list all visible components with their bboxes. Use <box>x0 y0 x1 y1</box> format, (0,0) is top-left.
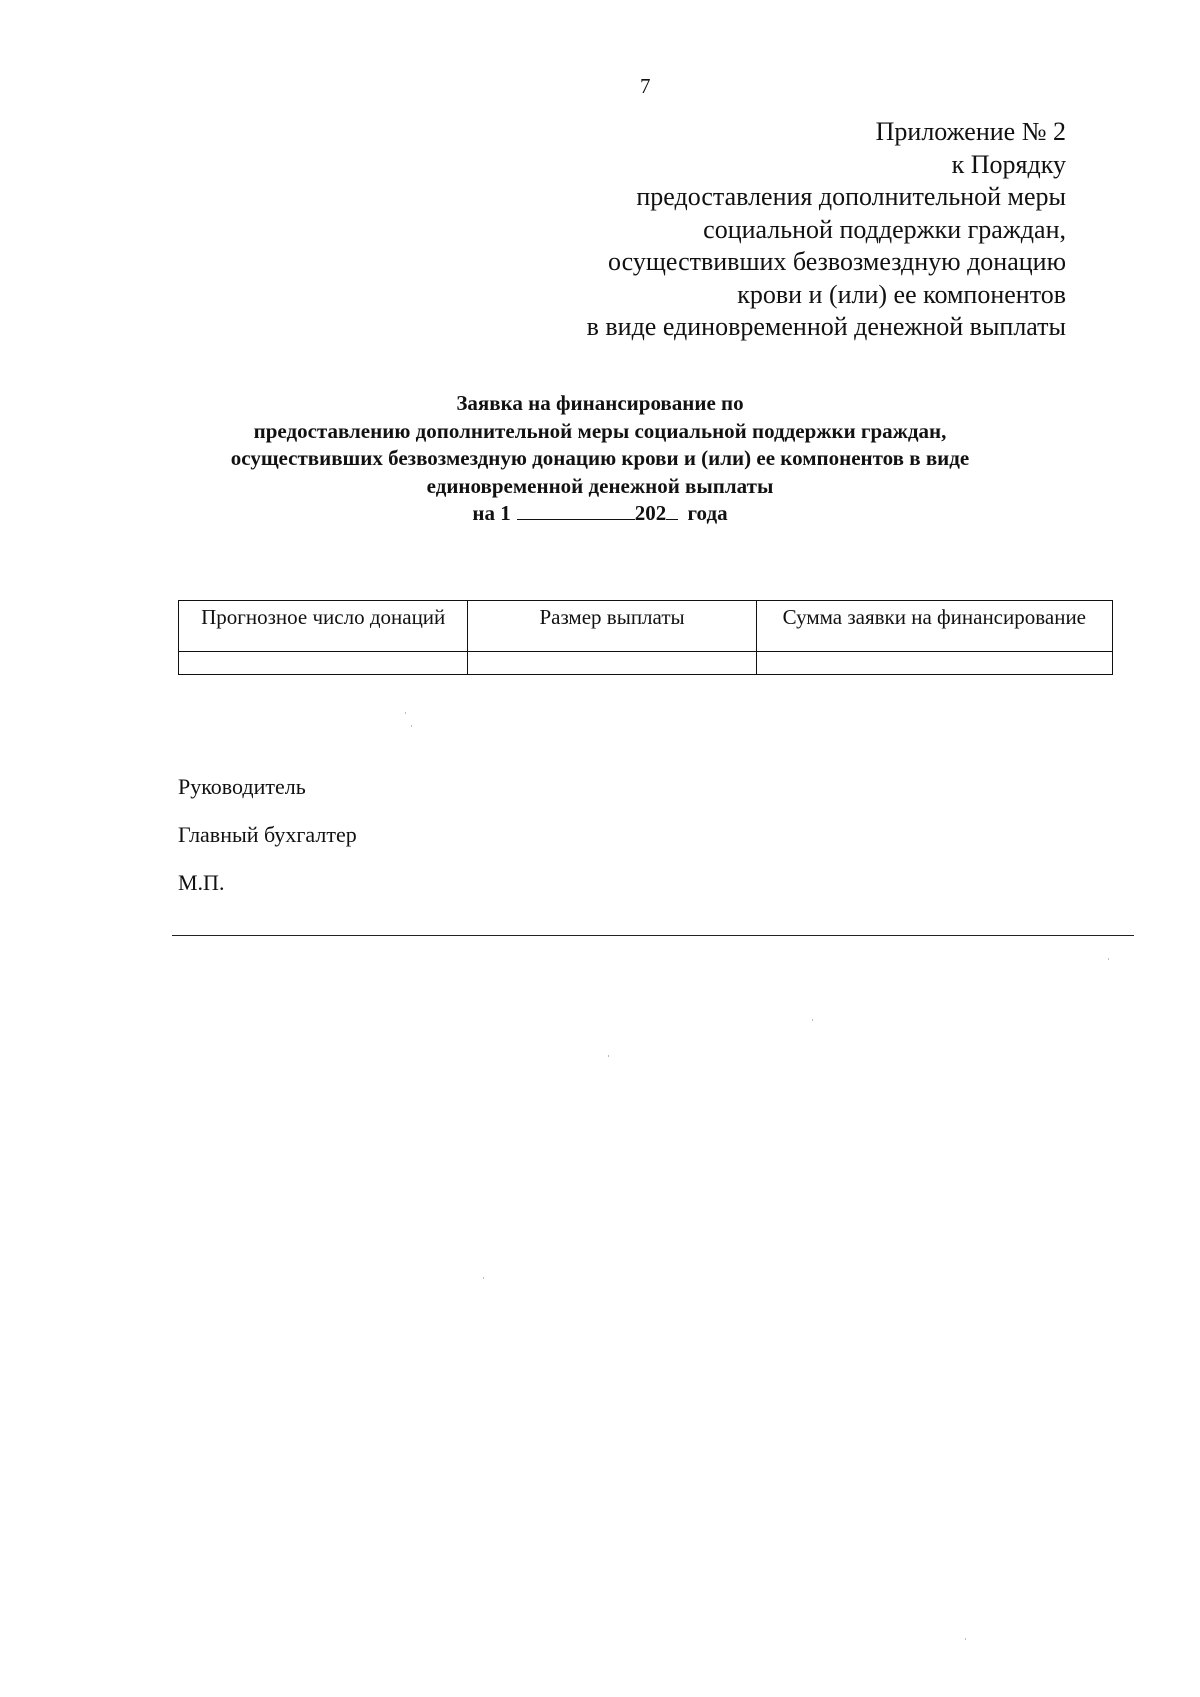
stamp-place: М.П. <box>178 870 225 895</box>
table-header-cell <box>756 601 1112 652</box>
financing-table <box>178 600 1113 675</box>
title-date-line <box>150 500 1050 528</box>
scan-speck <box>812 1019 813 1021</box>
table-header-cell <box>179 601 468 652</box>
date-month-blank <box>517 503 635 520</box>
header-payment-size: Размер выплаты <box>539 605 685 629</box>
date-suffix: года <box>687 501 728 525</box>
title-line: Заявка на финансирование по <box>456 391 744 415</box>
appendix-line: предоставления дополнительной меры <box>636 182 1066 211</box>
scan-speck <box>483 1277 484 1279</box>
signature-head: Руководитель <box>178 774 306 799</box>
table-cell <box>468 652 756 675</box>
document-title <box>150 390 1050 528</box>
scan-speck <box>1108 958 1109 960</box>
title-line: предоставлению дополнительной меры социальной поддержки граждан, <box>253 418 947 443</box>
title-line: осуществивших безвозмездную донацию крови и (или) ее компонентов в виде <box>230 446 970 470</box>
appendix-line: крови и (или) ее компонентов <box>737 279 1066 309</box>
date-prefix: на 1 <box>472 501 511 525</box>
table-row <box>179 652 1113 675</box>
table-header-row <box>179 601 1113 652</box>
scan-speck <box>608 1055 609 1057</box>
appendix-line: Приложение № 2 <box>875 117 1066 146</box>
bottom-divider <box>172 935 1134 936</box>
appendix-line: социальной поддержки граждан, <box>703 214 1066 244</box>
appendix-line: в виде единовременной денежной выплаты <box>586 312 1066 341</box>
header-donations-count: Прогнозное число донаций <box>201 605 446 629</box>
table-cell <box>756 652 1112 675</box>
header-request-amount: Сумма заявки на финансирование <box>782 605 1087 629</box>
table-header-cell <box>468 601 756 652</box>
scan-speck <box>411 725 412 727</box>
signature-chief-accountant: Главный бухгалтер <box>178 822 357 847</box>
page-number: 7 <box>640 74 651 98</box>
table-cell <box>179 652 468 675</box>
scan-speck <box>405 712 406 714</box>
appendix-line: к Порядку <box>951 149 1066 179</box>
appendix-line: осуществивших безвозмездную донацию <box>608 247 1066 276</box>
signature-block <box>178 774 357 918</box>
appendix-header <box>587 116 1066 344</box>
title-line: единовременной денежной выплаты <box>426 473 774 498</box>
scan-speck <box>965 1638 966 1640</box>
date-year-blank <box>666 503 678 520</box>
date-year: 202 <box>634 501 667 525</box>
